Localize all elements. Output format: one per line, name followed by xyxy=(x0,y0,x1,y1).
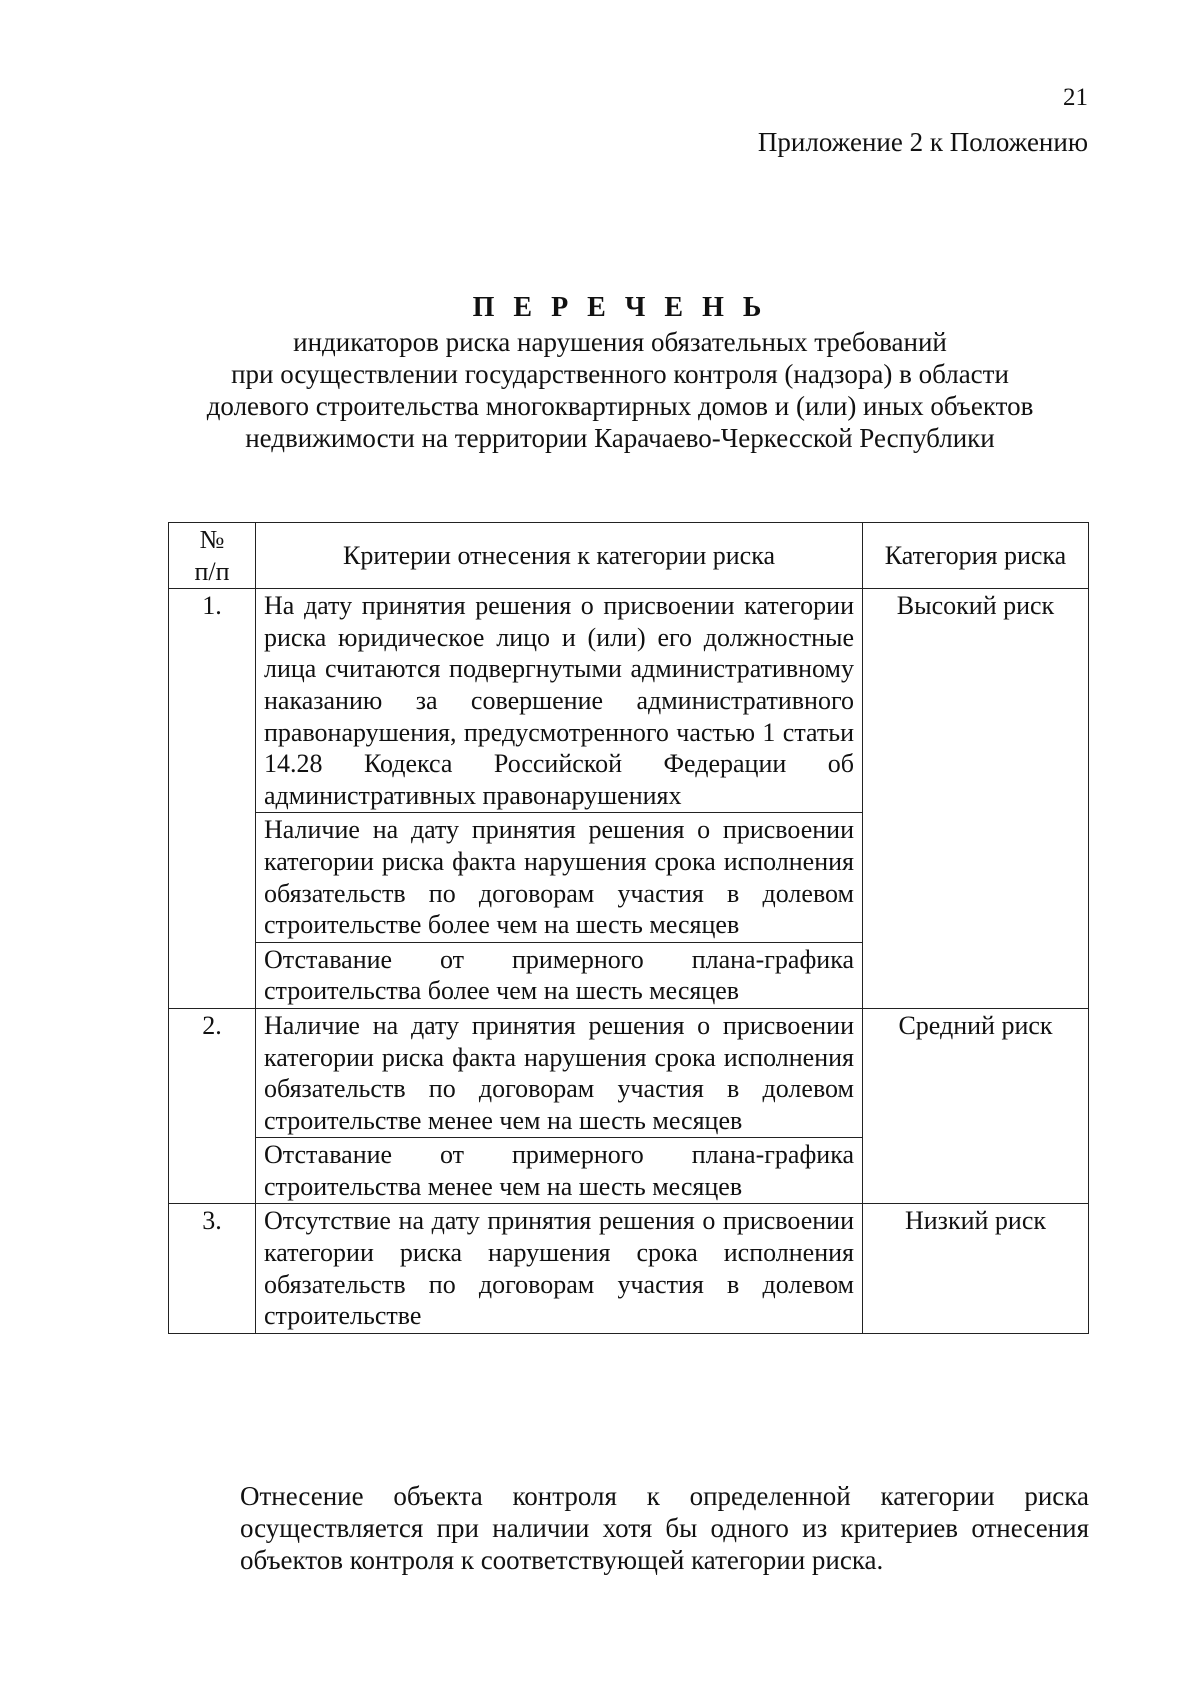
criteria-cell: Отставание от примерного плана-графика строительства более чем на шесть месяцев xyxy=(256,942,863,1008)
risk-category: Низкий риск xyxy=(863,1204,1089,1333)
criteria-cell: Отсутствие на дату принятия решения о присвоении категории риска нарушения срока исполнения обязательств по договорам участия в долевом строительстве xyxy=(256,1204,863,1333)
row-number: 1. xyxy=(169,589,256,1009)
header-num-line1: № xyxy=(199,525,225,554)
title-block xyxy=(170,290,1070,454)
criteria-cell: Отставание от примерного плана-графика строительства менее чем на шесть месяцев xyxy=(256,1138,863,1204)
criteria-cell: Наличие на дату принятия решения о присвоении категории риска факта нарушения срока исполнения обязательств по договорам участия в долевом строительстве более чем на шесть месяцев xyxy=(256,813,863,942)
footer-note xyxy=(168,1480,1089,1576)
criteria-cell: На дату принятия решения о присвоении категории риска юридическое лицо и (или) его должностные лица считаются подвергнутыми административному наказанию за совершение административного правонарушения, предусмотренного частью 1 статьи 14.28 Кодекса Российской Федерации об административных правонарушениях xyxy=(256,589,863,813)
risk-category: Средний риск xyxy=(863,1008,1089,1204)
risk-category: Высокий риск xyxy=(863,589,1089,1009)
subtitle-line: долевого строительства многоквартирных домов и (или) иных объектов xyxy=(206,391,1034,421)
row-number: 2. xyxy=(169,1008,256,1204)
subtitle-line: индикаторов риска нарушения обязательных требований xyxy=(293,327,947,357)
header-num xyxy=(169,523,256,589)
header-criteria: Критерии отнесения к категории риска xyxy=(256,523,863,589)
header-category: Категория риска xyxy=(863,523,1089,589)
header-num-line2: п/п xyxy=(194,556,230,586)
subtitle-line: при осуществлении государственного контроля (надзора) в области xyxy=(231,359,1009,389)
criteria-cell: Наличие на дату принятия решения о присвоении категории риска факта нарушения срока исполнения обязательств по договорам участия в долевом строительстве менее чем на шесть месяцев xyxy=(256,1008,863,1137)
subtitle-line: недвижимости на территории Карачаево-Черкесской Республики xyxy=(245,423,995,453)
table-row xyxy=(169,1008,1089,1137)
footer-note-text: Отнесение объекта контроля к определенной категории риска осуществляется при наличии хотя бы одного из критериев отнесения объектов контроля к соответствующей категории риска. xyxy=(240,1481,1089,1575)
table-row xyxy=(169,589,1089,813)
appendix-label: Приложение 2 к Положению xyxy=(757,127,1088,157)
table-header-row xyxy=(169,523,1089,589)
document-title: П Е Р Е Ч Е Н Ь xyxy=(472,292,768,323)
row-number: 3. xyxy=(169,1204,256,1333)
risk-indicators-table xyxy=(168,522,1089,1334)
page-number: 21 xyxy=(1063,84,1088,111)
table-row xyxy=(169,1204,1089,1333)
